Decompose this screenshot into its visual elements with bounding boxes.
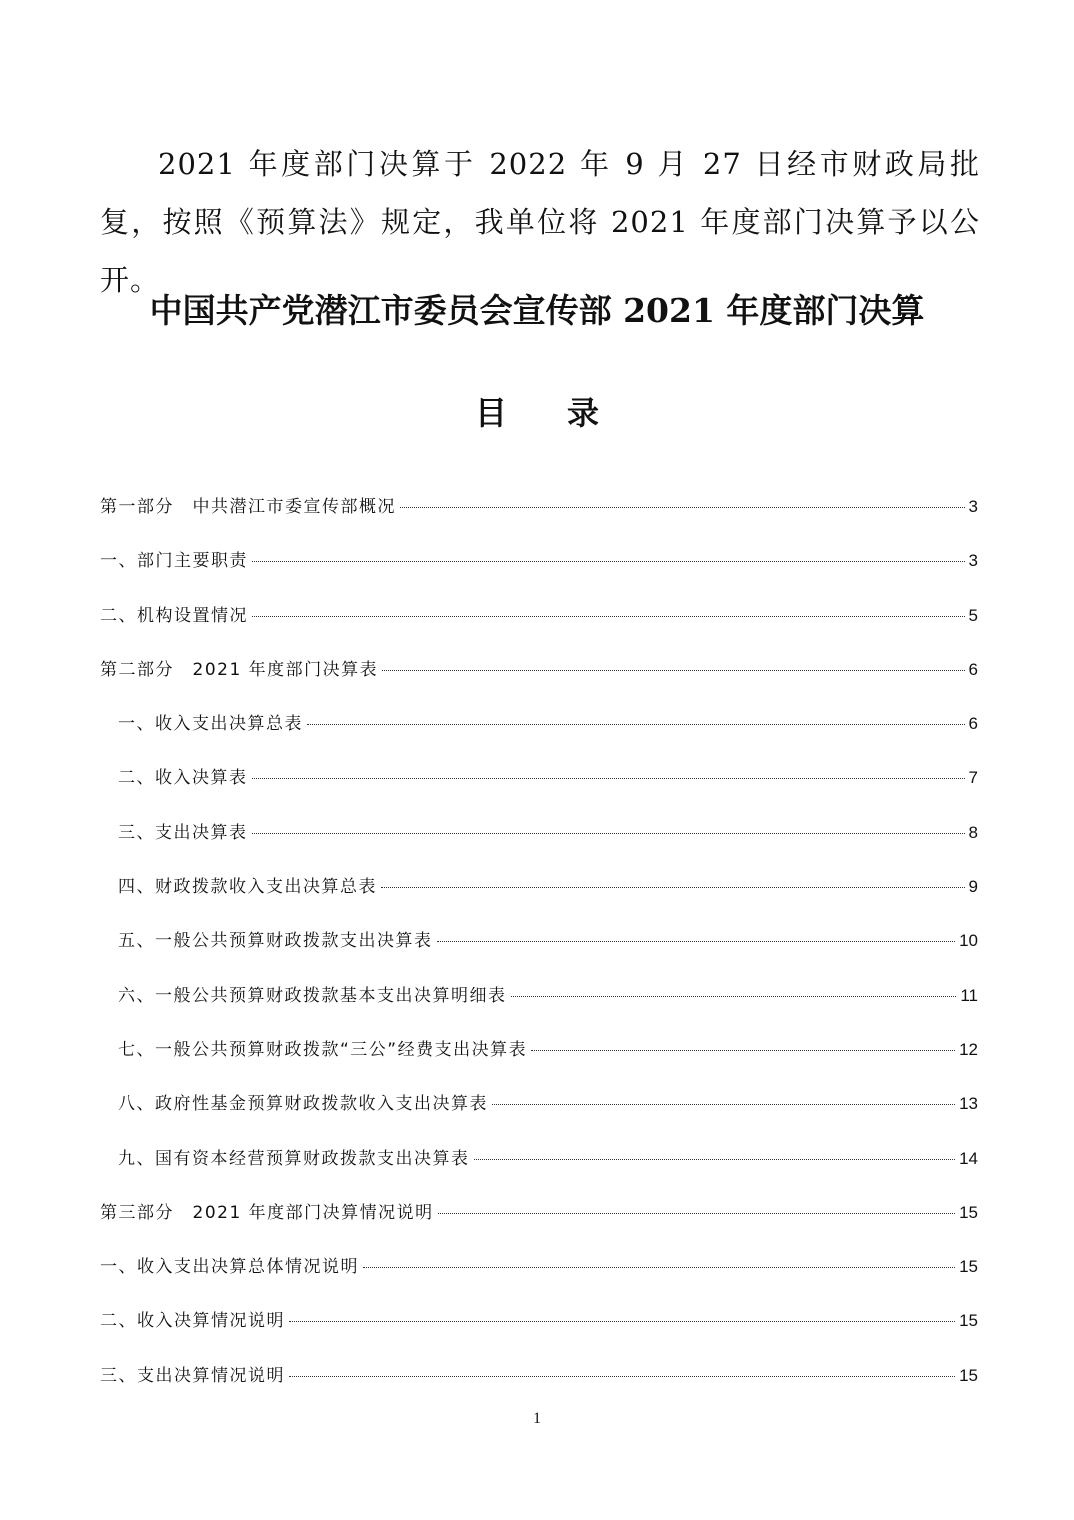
toc-leader-dots bbox=[531, 1050, 955, 1051]
toc-entry-label: 第一部分 中共潜江市委宣传部概况 bbox=[100, 497, 396, 517]
toc-entry[interactable] bbox=[100, 597, 978, 651]
document-title: 中国共产党潜江市委员会宣传部 2021 年度部门决算 bbox=[149, 291, 925, 330]
toc-entry-label: 二、收入决算表 bbox=[118, 768, 248, 789]
toc-entry-page: 14 bbox=[959, 1148, 978, 1168]
toc-entry-page: 13 bbox=[959, 1094, 978, 1114]
toc-leader-dots bbox=[289, 1321, 955, 1322]
toc-leader-dots bbox=[474, 1159, 956, 1160]
toc-entry-label: 二、收入决算情况说明 bbox=[100, 1311, 285, 1332]
toc-entry[interactable] bbox=[100, 1031, 978, 1085]
toc-leader-dots bbox=[289, 1376, 955, 1377]
toc-leader-dots bbox=[381, 887, 965, 888]
toc-entry-label: 一、收入支出决算总体情况说明 bbox=[100, 1257, 359, 1278]
toc-entry[interactable] bbox=[100, 542, 978, 596]
toc-leader-dots bbox=[363, 1267, 955, 1268]
toc-entry-page: 9 bbox=[968, 877, 978, 897]
toc-entry[interactable] bbox=[100, 1140, 978, 1194]
toc-leader-dots bbox=[252, 561, 965, 562]
toc-entry-page: 5 bbox=[968, 605, 978, 625]
toc-entry-label: 四、财政拨款收入支出决算总表 bbox=[118, 877, 377, 898]
toc-leader-dots bbox=[400, 507, 965, 508]
toc-leader-dots bbox=[252, 778, 965, 779]
toc-entry-part-3[interactable] bbox=[100, 1194, 978, 1248]
toc-entry[interactable] bbox=[100, 759, 978, 813]
toc-entry[interactable] bbox=[100, 705, 978, 759]
toc-entry-label: 八、政府性基金预算财政拨款收入支出决算表 bbox=[118, 1094, 488, 1115]
toc-leader-dots bbox=[492, 1104, 955, 1105]
toc-entry[interactable] bbox=[100, 1302, 978, 1356]
toc-entry-page: 12 bbox=[959, 1039, 978, 1059]
toc-entry-page: 3 bbox=[968, 497, 978, 516]
toc-entry-label: 七、一般公共预算财政拨款“三公”经费支出决算表 bbox=[118, 1039, 528, 1060]
toc-entry-page: 15 bbox=[959, 1311, 978, 1331]
toc-entry[interactable] bbox=[100, 1248, 978, 1302]
toc-entry-label: 六、一般公共预算财政拨款基本支出决算明细表 bbox=[118, 985, 507, 1006]
toc-entry-label: 九、国有资本经营预算财政拨款支出决算表 bbox=[118, 1148, 470, 1169]
toc-heading: 目录 bbox=[474, 394, 659, 432]
table-of-contents bbox=[100, 488, 978, 1411]
toc-entry[interactable] bbox=[100, 922, 978, 976]
toc-entry-label: 一、部门主要职责 bbox=[100, 551, 248, 572]
toc-entry-label: 一、收入支出决算总表 bbox=[118, 714, 303, 735]
toc-entry[interactable] bbox=[100, 868, 978, 922]
toc-entry-page: 15 bbox=[959, 1202, 978, 1222]
toc-entry-page: 6 bbox=[968, 659, 978, 679]
toc-entry-page: 15 bbox=[959, 1365, 978, 1385]
toc-entry[interactable] bbox=[100, 1085, 978, 1139]
toc-entry-part-2[interactable] bbox=[100, 651, 978, 705]
toc-entry-label: 五、一般公共预算财政拨款支出决算表 bbox=[118, 931, 433, 952]
toc-entry-label: 第三部分 2021 年度部门决算情况说明 bbox=[100, 1202, 434, 1223]
toc-entry-page: 3 bbox=[968, 551, 978, 571]
toc-leader-dots bbox=[511, 996, 957, 997]
toc-entry-label: 三、支出决算表 bbox=[118, 822, 248, 843]
toc-entry-label: 二、机构设置情况 bbox=[100, 605, 248, 626]
toc-entry-label: 第二部分 2021 年度部门决算表 bbox=[100, 659, 379, 680]
toc-entry[interactable] bbox=[100, 814, 978, 868]
intro-paragraph: 2021 年度部门决算于 2022 年 9 月 27 日经市财政局批复，按照《预算法》规定，我单位将 2021 年度部门决算予以公开。 bbox=[100, 147, 980, 297]
toc-entry-page: 11 bbox=[960, 985, 978, 1005]
toc-leader-dots bbox=[307, 724, 965, 725]
toc-leader-dots bbox=[382, 670, 964, 671]
toc-leader-dots bbox=[438, 1213, 955, 1214]
toc-entry[interactable] bbox=[100, 1357, 978, 1411]
toc-leader-dots bbox=[252, 616, 965, 617]
footer-page-number: 1 bbox=[533, 1410, 541, 1427]
toc-leader-dots bbox=[437, 941, 956, 942]
toc-entry-part-1[interactable] bbox=[100, 488, 978, 542]
toc-entry-page: 8 bbox=[968, 822, 978, 842]
toc-entry-page: 7 bbox=[968, 768, 978, 788]
toc-entry-page: 15 bbox=[959, 1257, 978, 1277]
toc-entry-page: 10 bbox=[959, 931, 978, 951]
toc-entry[interactable] bbox=[100, 977, 978, 1031]
toc-entry-page: 6 bbox=[968, 714, 978, 734]
toc-leader-dots bbox=[252, 833, 965, 834]
toc-entry-label: 三、支出决算情况说明 bbox=[100, 1365, 285, 1386]
